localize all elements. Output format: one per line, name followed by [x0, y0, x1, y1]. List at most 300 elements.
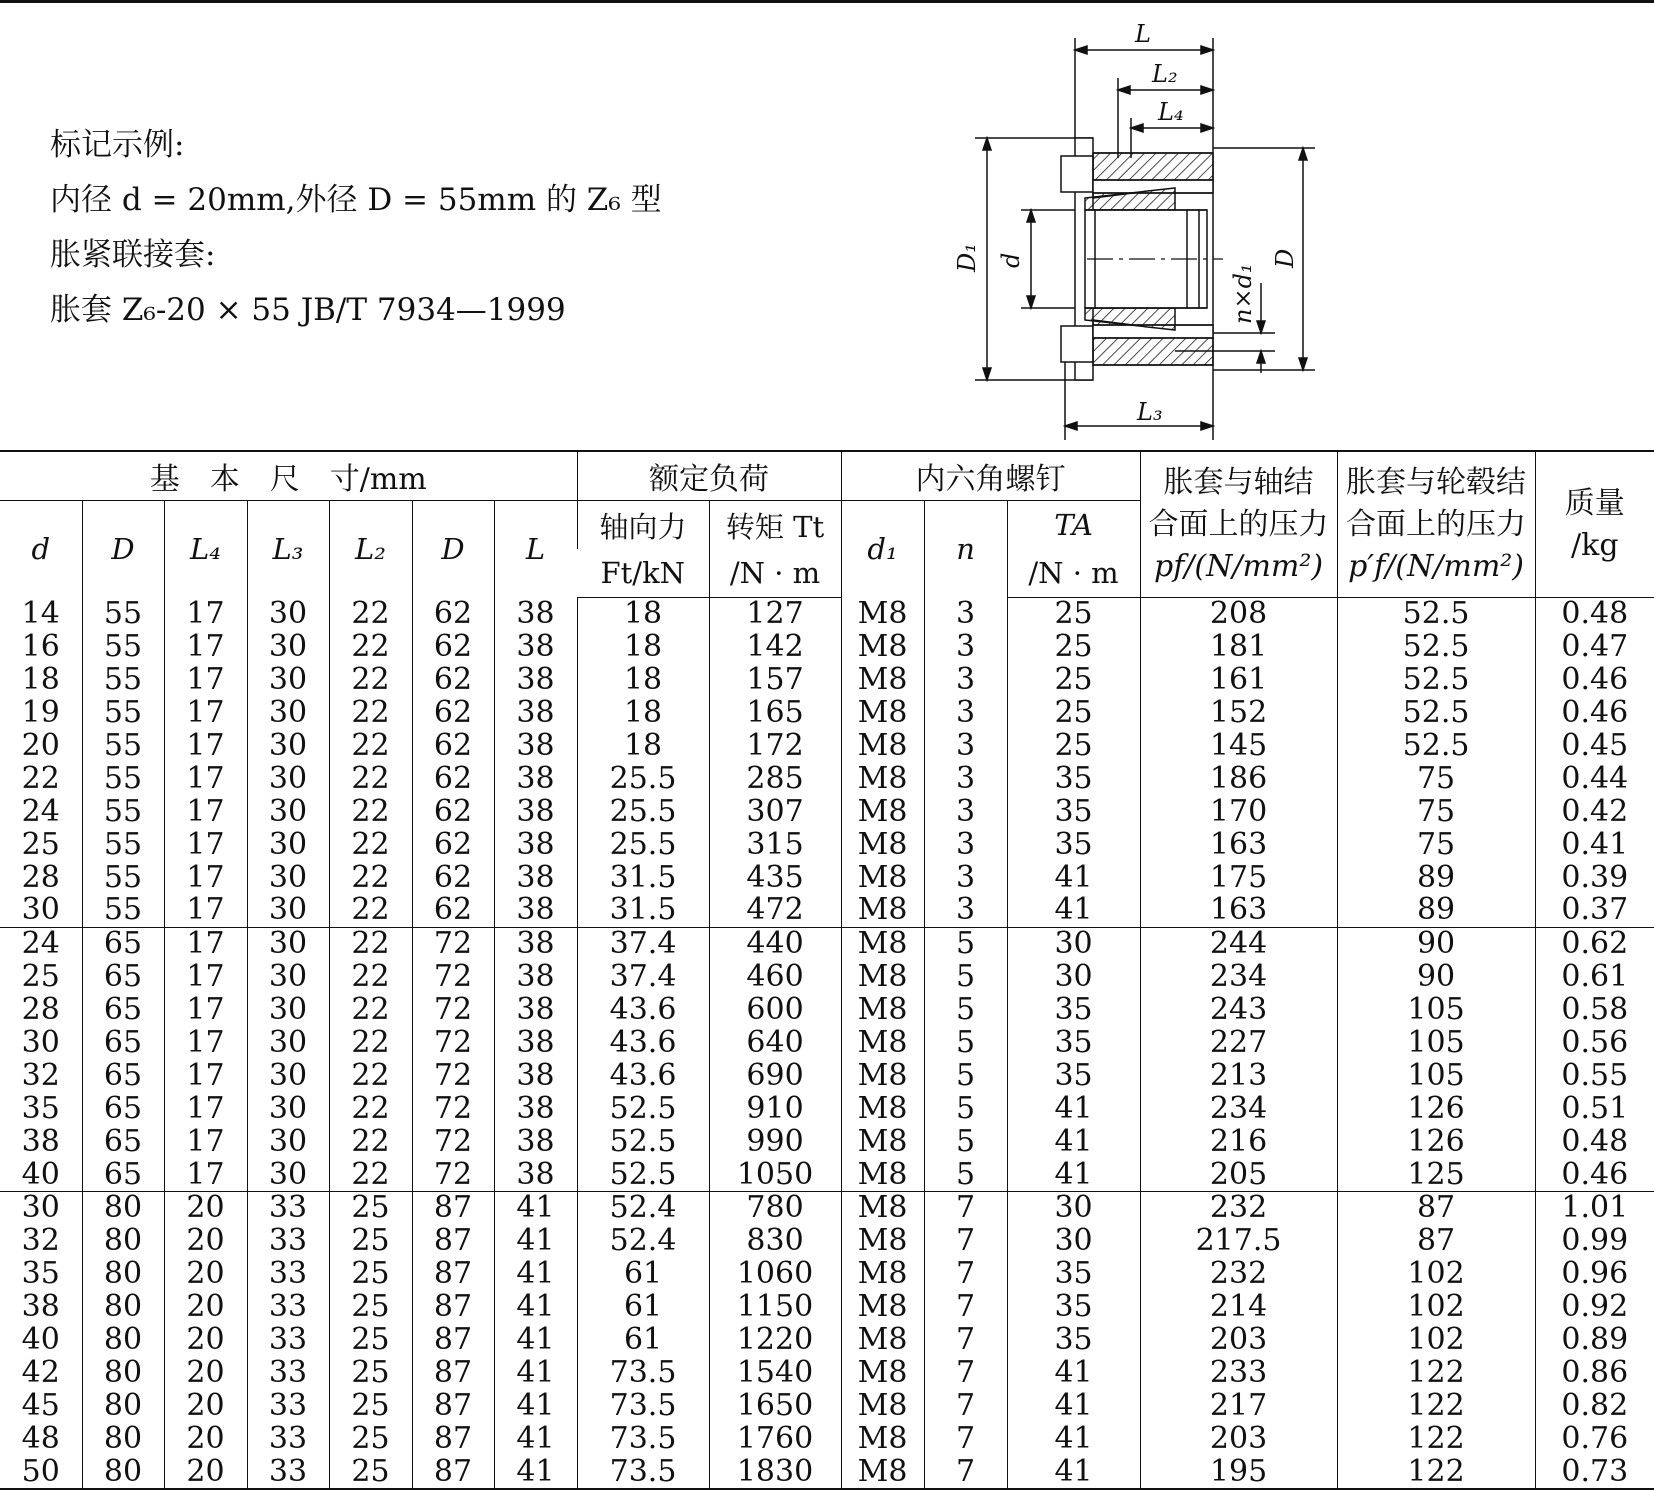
- table-cell: 30: [247, 927, 329, 960]
- table-cell: 41: [1007, 1422, 1140, 1455]
- table-cell: 17: [164, 861, 247, 894]
- table-cell: 0.37: [1535, 894, 1654, 927]
- table-cell: 0.56: [1535, 1027, 1654, 1060]
- table-cell: 30: [247, 1158, 329, 1191]
- table-cell: 35: [1007, 1027, 1140, 1060]
- table-row: [0, 598, 1654, 631]
- table-cell: 41: [1007, 1389, 1140, 1422]
- table-cell: 65: [82, 1092, 164, 1125]
- table-cell: 73.5: [577, 1389, 709, 1422]
- table-cell: 18: [577, 631, 709, 664]
- table-cell: 38: [494, 1125, 577, 1158]
- table-cell: M8: [841, 894, 924, 927]
- label-n-d1: n×d₁: [1229, 263, 1257, 324]
- table-cell: 25: [329, 1192, 412, 1225]
- table-cell: 72: [412, 1092, 494, 1125]
- table-cell: 55: [82, 795, 164, 828]
- table-cell: 20: [21, 728, 60, 763]
- table-cell: 152: [1140, 697, 1337, 730]
- table-cell: 22: [329, 1158, 412, 1191]
- table-cell: M8: [841, 1125, 924, 1158]
- table-cell: 7: [924, 1258, 1007, 1291]
- table-cell: M8: [841, 861, 924, 894]
- table-cell: 3: [924, 664, 1007, 697]
- table-cell: 41: [494, 1422, 577, 1455]
- table-row: [0, 1291, 1654, 1324]
- table-cell: M8: [841, 828, 924, 861]
- table-cell: 0.61: [1535, 961, 1654, 994]
- header-L2: L₂: [329, 501, 412, 598]
- table-cell: 35: [1007, 828, 1140, 861]
- table-cell: 14: [21, 596, 60, 632]
- table-cell: 17: [164, 1158, 247, 1191]
- table-cell: 65: [82, 994, 164, 1027]
- table-cell: 0.55: [1535, 1059, 1654, 1092]
- table-cell: 52.5: [1337, 631, 1535, 664]
- header-hub-pressure-line: 胀套与轮毂结: [1346, 464, 1527, 500]
- table-cell: 87: [412, 1291, 494, 1324]
- table-cell: 73.5: [577, 1422, 709, 1455]
- table-cell: 30: [247, 1027, 329, 1060]
- table-cell: 0.44: [1535, 762, 1654, 795]
- table-cell: 22: [329, 994, 412, 1027]
- table-cell: 20: [164, 1324, 247, 1357]
- table-cell: 125: [1337, 1158, 1535, 1191]
- table-cell: 25: [1007, 664, 1140, 697]
- table-cell: 80: [82, 1422, 164, 1455]
- table-cell: 55: [82, 894, 164, 927]
- table-row: [0, 828, 1654, 861]
- table-cell: 216: [1140, 1125, 1337, 1158]
- table-cell: 5: [924, 961, 1007, 994]
- table-cell: 33: [247, 1422, 329, 1455]
- table-cell: 22: [329, 1125, 412, 1158]
- table-row: [0, 1356, 1654, 1389]
- table-cell: 37.4: [577, 927, 709, 960]
- table-row: [0, 1324, 1654, 1357]
- table-cell: 41: [494, 1389, 577, 1422]
- table-cell: 40: [21, 1156, 60, 1192]
- table-cell: 72: [412, 1059, 494, 1092]
- table-cell: 910: [709, 1092, 841, 1125]
- table-cell: 181: [1140, 631, 1337, 664]
- table-cell: 62: [412, 795, 494, 828]
- table-cell: 30: [1007, 927, 1140, 960]
- table-cell: 990: [709, 1125, 841, 1158]
- table-cell: 0.82: [1535, 1389, 1654, 1422]
- table-cell: 16: [21, 629, 60, 665]
- table-cell: 1650: [709, 1389, 841, 1422]
- table-cell: 30: [247, 795, 329, 828]
- table-row: [0, 1059, 1654, 1092]
- table-cell: M8: [841, 664, 924, 697]
- header-axial-force-unit: Ft/kN: [577, 549, 709, 598]
- table-cell: M8: [841, 1356, 924, 1389]
- table-cell: 33: [247, 1324, 329, 1357]
- table-cell: 30: [247, 1059, 329, 1092]
- table-cell: 18: [577, 697, 709, 730]
- table-cell: 163: [1140, 828, 1337, 861]
- table-cell: 43.6: [577, 1027, 709, 1060]
- table-cell: 33: [247, 1356, 329, 1389]
- table-cell: 25: [329, 1422, 412, 1455]
- table-cell: 600: [709, 994, 841, 1027]
- table-cell: 126: [1337, 1092, 1535, 1125]
- table-cell: 30: [247, 762, 329, 795]
- table-cell: 55: [82, 697, 164, 730]
- table-cell: 5: [924, 1158, 1007, 1191]
- table-cell: 43.6: [577, 994, 709, 1027]
- table-cell: 0.46: [1535, 697, 1654, 730]
- table-cell: 24: [21, 793, 60, 829]
- table-cell: 30: [0, 1192, 82, 1225]
- table-cell: 145: [1140, 730, 1337, 763]
- table-cell: 0.42: [1535, 795, 1654, 828]
- table-cell: 17: [164, 697, 247, 730]
- table-cell: M8: [841, 994, 924, 1027]
- table-cell: 1050: [709, 1158, 841, 1191]
- table-cell: 195: [1140, 1455, 1337, 1489]
- table-cell: 17: [164, 961, 247, 994]
- table-row: [0, 762, 1654, 795]
- table-cell: 75: [1337, 795, 1535, 828]
- table-cell: 17: [164, 1059, 247, 1092]
- table-row: [0, 1389, 1654, 1422]
- table-cell: 30: [247, 598, 329, 631]
- table-cell: 41: [494, 1291, 577, 1324]
- table-cell: 32: [21, 1057, 60, 1093]
- table-cell: 22: [329, 828, 412, 861]
- top-rule: [0, 0, 1654, 3]
- header-shaft-pressure: [1140, 451, 1337, 598]
- table-cell: 38: [494, 828, 577, 861]
- header-socket-screw: 内六角螺钉: [841, 451, 1140, 501]
- table-cell: 87: [412, 1389, 494, 1422]
- table-cell: 33: [247, 1258, 329, 1291]
- table-cell: 80: [82, 1192, 164, 1225]
- table-row: [0, 1125, 1654, 1158]
- table-cell: 41: [1007, 861, 1140, 894]
- table-cell: 170: [1140, 795, 1337, 828]
- table-cell: 315: [709, 828, 841, 861]
- table-cell: 62: [412, 598, 494, 631]
- table-cell: 33: [247, 1291, 329, 1324]
- table-cell: 3: [924, 894, 1007, 927]
- table-cell: 52.4: [577, 1192, 709, 1225]
- table-cell: 75: [1337, 762, 1535, 795]
- table-cell: 55: [82, 730, 164, 763]
- table-cell: 52.5: [1337, 730, 1535, 763]
- table-cell: 20: [164, 1422, 247, 1455]
- table-cell: 87: [412, 1324, 494, 1357]
- table-row: [0, 1258, 1654, 1291]
- table-cell: 38: [494, 1092, 577, 1125]
- table-cell: 35: [1007, 994, 1140, 1027]
- table-cell: 62: [412, 828, 494, 861]
- table-cell: 30: [247, 894, 329, 927]
- table-cell: 17: [164, 1125, 247, 1158]
- table-cell: 62: [412, 894, 494, 927]
- table-cell: 460: [709, 961, 841, 994]
- table-cell: 87: [412, 1192, 494, 1225]
- table-cell: 38: [494, 894, 577, 927]
- table-cell: 30: [247, 1092, 329, 1125]
- table-cell: 25: [329, 1455, 412, 1489]
- table-cell: 17: [164, 795, 247, 828]
- table-cell: 38: [21, 1123, 60, 1159]
- table-cell: 217.5: [1140, 1225, 1337, 1258]
- table-cell: 65: [82, 961, 164, 994]
- table-row: [0, 631, 1654, 664]
- table-cell: 87: [412, 1356, 494, 1389]
- table-cell: 1.01: [1535, 1192, 1654, 1225]
- header-L4: L₄: [164, 501, 247, 598]
- table-cell: M8: [841, 697, 924, 730]
- table-cell: 41: [1007, 1356, 1140, 1389]
- table-cell: 0.76: [1535, 1422, 1654, 1455]
- table-cell: M8: [841, 1192, 924, 1225]
- table-cell: M8: [841, 631, 924, 664]
- table-cell: 0.48: [1535, 1125, 1654, 1158]
- table-cell: 65: [82, 1158, 164, 1191]
- table-cell: M8: [841, 598, 924, 631]
- table-cell: 30: [1007, 1225, 1140, 1258]
- table-cell: 31.5: [577, 894, 709, 927]
- table-cell: 73.5: [577, 1356, 709, 1389]
- table-cell: 52.5: [577, 1125, 709, 1158]
- table-cell: 234: [1140, 1092, 1337, 1125]
- header-d1: d₁: [841, 501, 924, 598]
- table-cell: 5: [924, 994, 1007, 1027]
- table-cell: 3: [924, 828, 1007, 861]
- table-cell: 65: [82, 1125, 164, 1158]
- table-cell: 20: [164, 1192, 247, 1225]
- table-cell: 5: [924, 1027, 1007, 1060]
- table-cell: 0.39: [1535, 861, 1654, 894]
- table-cell: 52.5: [1337, 697, 1535, 730]
- table-cell: 72: [412, 961, 494, 994]
- table-row: [0, 994, 1654, 1027]
- table-row: [0, 1027, 1654, 1060]
- header-axial-force: 轴向力: [577, 501, 709, 550]
- table-cell: 90: [1337, 961, 1535, 994]
- table-cell: 28: [21, 859, 60, 895]
- table-cell: 55: [82, 828, 164, 861]
- table-cell: 22: [329, 927, 412, 960]
- table-cell: 30: [1007, 1192, 1140, 1225]
- table-cell: 5: [924, 927, 1007, 960]
- table-cell: 38: [494, 697, 577, 730]
- table-cell: 17: [164, 894, 247, 927]
- table-cell: 30: [247, 697, 329, 730]
- table-cell: M8: [841, 1092, 924, 1125]
- table-cell: 87: [412, 1455, 494, 1489]
- table-cell: 62: [412, 664, 494, 697]
- table-cell: M8: [841, 1389, 924, 1422]
- table-cell: 0.73: [1535, 1455, 1654, 1489]
- table-cell: 22: [329, 861, 412, 894]
- table-cell: 7: [924, 1192, 1007, 1225]
- table-cell: 30: [21, 892, 60, 928]
- table-cell: 72: [412, 1027, 494, 1060]
- table-cell: 55: [82, 762, 164, 795]
- table-cell: 640: [709, 1027, 841, 1060]
- table-cell: M8: [841, 730, 924, 763]
- table-cell: 7: [924, 1455, 1007, 1489]
- table-cell: 19: [21, 695, 60, 731]
- table-cell: 244: [1140, 927, 1337, 960]
- table-cell: 214: [1140, 1291, 1337, 1324]
- table-cell: 25: [329, 1356, 412, 1389]
- table-cell: 38: [494, 961, 577, 994]
- specification-table: [0, 450, 1654, 1490]
- label-L2: L₂: [1152, 60, 1178, 88]
- table-cell: 3: [924, 861, 1007, 894]
- table-cell: 122: [1337, 1356, 1535, 1389]
- table-cell: 17: [164, 1092, 247, 1125]
- table-cell: 30: [247, 994, 329, 1027]
- table-cell: 87: [412, 1225, 494, 1258]
- table-cell: 38: [494, 631, 577, 664]
- label-D: D: [1271, 248, 1299, 268]
- table-cell: 61: [577, 1258, 709, 1291]
- table-cell: 22: [329, 631, 412, 664]
- table-cell: 80: [82, 1356, 164, 1389]
- table-cell: 48: [21, 1420, 60, 1456]
- table-cell: 89: [1337, 894, 1535, 927]
- table-cell: 24: [0, 927, 82, 960]
- table-row: [0, 1422, 1654, 1455]
- label-d: d: [997, 252, 1025, 268]
- table-cell: 780: [709, 1192, 841, 1225]
- table-cell: 72: [412, 994, 494, 1027]
- table-cell: 1220: [709, 1324, 841, 1357]
- table-cell: 17: [164, 1027, 247, 1060]
- table-cell: 0.48: [1535, 598, 1654, 631]
- table-cell: 105: [1337, 1027, 1535, 1060]
- table-cell: 87: [1337, 1192, 1535, 1225]
- table-cell: 30: [247, 1125, 329, 1158]
- table-cell: 72: [412, 927, 494, 960]
- table-cell: 307: [709, 795, 841, 828]
- table-cell: 22: [21, 760, 60, 796]
- header-L3: L₃: [247, 501, 329, 598]
- table-cell: 35: [1007, 1324, 1140, 1357]
- table-cell: 0.45: [1535, 730, 1654, 763]
- table-cell: 7: [924, 1356, 1007, 1389]
- table-cell: 41: [494, 1356, 577, 1389]
- table-cell: 0.92: [1535, 1291, 1654, 1324]
- header-L: L: [494, 501, 577, 598]
- table-cell: 213: [1140, 1059, 1337, 1092]
- table-cell: 25: [1007, 697, 1140, 730]
- table-cell: 17: [164, 598, 247, 631]
- table-cell: M8: [841, 1422, 924, 1455]
- table-cell: 80: [82, 1324, 164, 1357]
- table-cell: 42: [21, 1354, 60, 1390]
- header-hub-pressure-line: 合面上的压力: [1346, 506, 1527, 542]
- table-cell: 1540: [709, 1356, 841, 1389]
- table-cell: 243: [1140, 994, 1337, 1027]
- table-cell: 52.5: [1337, 664, 1535, 697]
- table-cell: 157: [709, 664, 841, 697]
- table-cell: 35: [1007, 795, 1140, 828]
- table-cell: 217: [1140, 1389, 1337, 1422]
- table-cell: 38: [494, 762, 577, 795]
- marking-example-designation: 胀套 Z₆-20 × 55 JB/T 7934—1999: [50, 292, 566, 328]
- header-TA-unit: /N · m: [1007, 549, 1140, 598]
- table-cell: 20: [164, 1356, 247, 1389]
- table-cell: 232: [1140, 1258, 1337, 1291]
- table-cell: 3: [924, 598, 1007, 631]
- table-cell: 1830: [709, 1455, 841, 1489]
- table-cell: 80: [82, 1389, 164, 1422]
- table-cell: 7: [924, 1291, 1007, 1324]
- table-cell: 62: [412, 631, 494, 664]
- table-cell: 75: [1337, 828, 1535, 861]
- label-D1: D₁: [953, 243, 981, 272]
- table-cell: 38: [494, 730, 577, 763]
- table-cell: 61: [577, 1324, 709, 1357]
- table-cell: M8: [841, 1324, 924, 1357]
- table-cell: 18: [577, 598, 709, 631]
- header-d: d: [31, 532, 51, 567]
- table-cell: 35: [1007, 1258, 1140, 1291]
- table-cell: 80: [82, 1225, 164, 1258]
- table-cell: 38: [494, 598, 577, 631]
- table-cell: 163: [1140, 894, 1337, 927]
- table-cell: 122: [1337, 1389, 1535, 1422]
- table-cell: 52.5: [577, 1092, 709, 1125]
- table-cell: 55: [82, 598, 164, 631]
- table-cell: 62: [412, 697, 494, 730]
- table-cell: M8: [841, 762, 924, 795]
- table-cell: 30: [247, 861, 329, 894]
- table-cell: 3: [924, 697, 1007, 730]
- header-shaft-pressure-line: 胀套与轴结: [1163, 464, 1314, 500]
- table-cell: 18: [577, 664, 709, 697]
- table-cell: 1760: [709, 1422, 841, 1455]
- table-cell: 227: [1140, 1027, 1337, 1060]
- table-cell: 22: [329, 664, 412, 697]
- table-cell: 105: [1337, 1059, 1535, 1092]
- table-cell: 41: [1007, 894, 1140, 927]
- table-cell: 32: [21, 1223, 60, 1259]
- table-cell: 7: [924, 1422, 1007, 1455]
- table-cell: 55: [82, 664, 164, 697]
- table-cell: 61: [577, 1291, 709, 1324]
- table-cell: 0.51: [1535, 1092, 1654, 1125]
- table-cell: 105: [1337, 994, 1535, 1027]
- table-cell: 22: [329, 1027, 412, 1060]
- table-cell: 38: [494, 861, 577, 894]
- table-cell: 22: [329, 795, 412, 828]
- table-cell: 830: [709, 1225, 841, 1258]
- table-cell: 22: [329, 598, 412, 631]
- table-cell: 62: [412, 762, 494, 795]
- header-rated-load: 额定负荷: [577, 451, 841, 501]
- table-cell: 22: [329, 697, 412, 730]
- table-cell: 41: [494, 1258, 577, 1291]
- table-cell: 90: [1337, 927, 1535, 960]
- table-cell: 142: [709, 631, 841, 664]
- table-row: [0, 1158, 1654, 1191]
- table-cell: 41: [1007, 1092, 1140, 1125]
- table-cell: 175: [1140, 861, 1337, 894]
- table-cell: 38: [494, 664, 577, 697]
- table-cell: 35: [1007, 1291, 1140, 1324]
- table-cell: 25: [1007, 730, 1140, 763]
